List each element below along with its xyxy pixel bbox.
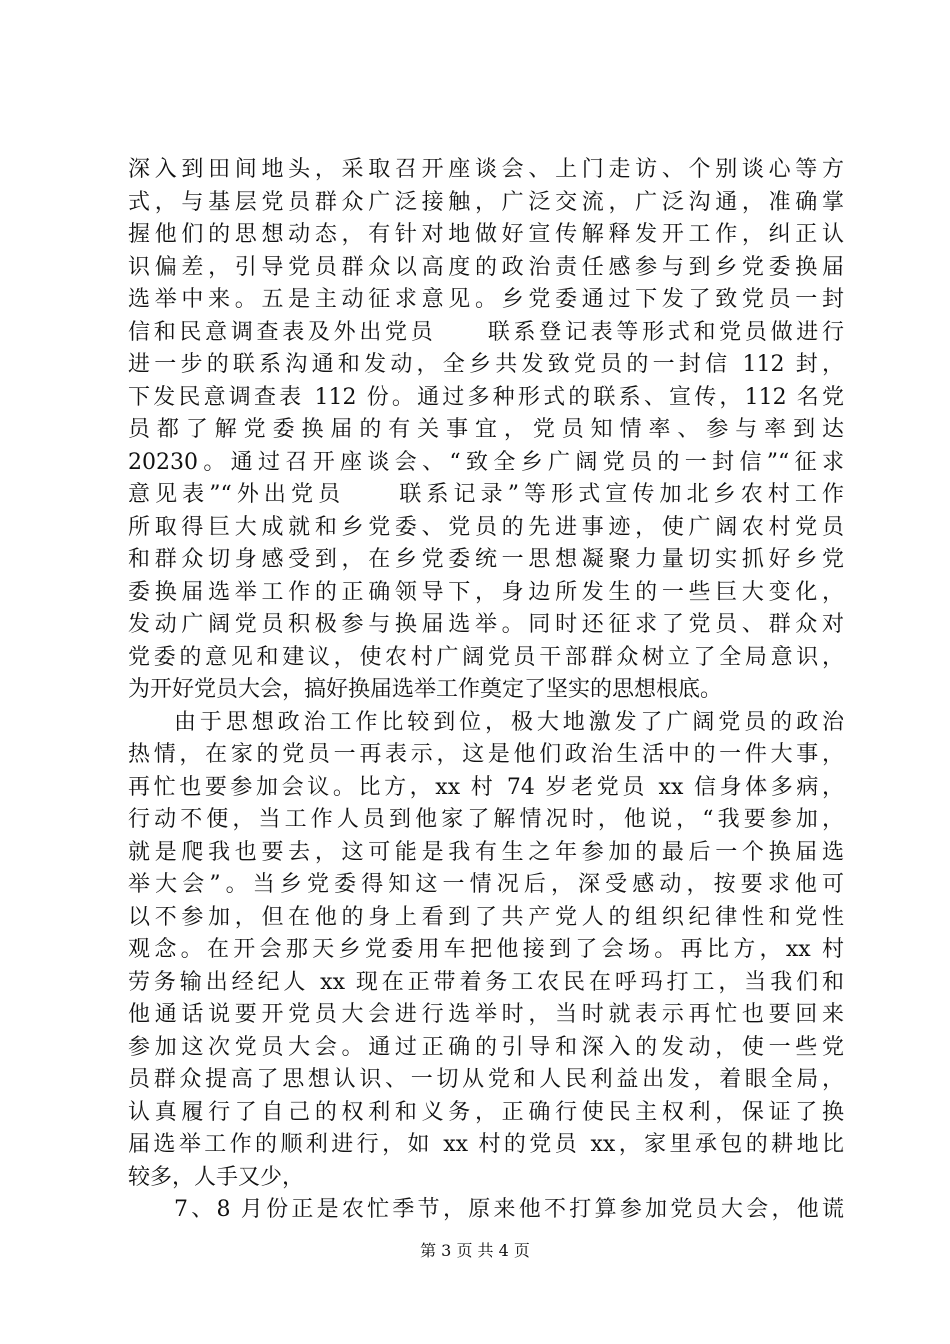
text-line: 20230。通过召开座谈会、“致全乡广阔党员的一封信”“征求 — [128, 449, 844, 475]
text-line: 参加这次党员大会。通过正确的引导和深入的发动，使一些党 — [128, 1034, 844, 1060]
text-line: 行动不便，当工作人员到他家了解情况时，他说，“我要参加， — [128, 807, 844, 832]
text-line: 党委的意见和建议，使农村广阔党员干部群众树立了全局意识， — [128, 644, 844, 670]
text-line: 他通话说要开党员大会进行选举时，当时就表示再忙也要回来 — [128, 1002, 844, 1027]
text-line: 就是爬我也要去，这可能是我有生之年参加的最后一个换届选 — [128, 839, 844, 865]
text-line: 观念。在开会那天乡党委用车把他接到了会场。再比方，xx 村 — [128, 937, 844, 962]
text-line: 式，与基层党员群众广泛接触，广泛交流，广泛沟通，准确掌 — [128, 189, 844, 215]
text-line: 较多，人手又少， — [128, 1164, 305, 1190]
text-line: 握他们的思想动态，有针对地做好宣传解释发开工作，纠正认 — [128, 222, 844, 247]
text-line: 举大会”。当乡党委得知这一情况后，深受感动，按要求他可 — [128, 872, 844, 897]
text-line: 发动广阔党员积极参与换届选举。同时还征求了党员、群众对 — [128, 612, 844, 637]
text-line: 以不参加，但在他的身上看到了共产党人的组织纪律性和党性 — [128, 904, 844, 930]
text-line: 和群众切身感受到，在乡党委统一思想凝聚力量切实抓好乡党 — [128, 547, 844, 572]
text-line: 信和民意调查表及外出党员 联系登记表等形式和党员做进行 — [128, 319, 844, 345]
text-line: 员都了解党委换届的有关事宜，党员知情率、参与率到达 — [128, 417, 844, 442]
text-line: 热情，在家的党员一再表示，这是他们政治生活中的一件大事， — [128, 742, 844, 767]
text-line: 再忙也要参加会议。比方，xx 村 74 岁老党员 xx 信身体多病， — [128, 774, 844, 800]
text-line: 届选举工作的顺利进行，如 xx 村的党员 xx，家里承包的耕地比 — [128, 1132, 844, 1157]
text-line: 委换届选举工作的正确领导下，身边所发生的一些巨大变化， — [128, 579, 844, 605]
paragraph-start-line: 由于思想政治工作比较到位，极大地激发了广阔党员的政治 — [174, 709, 844, 735]
text-line: 认真履行了自己的权利和义务，正确行使民主权利，保证了换 — [128, 1099, 844, 1125]
page-number-footer: 第 3 页 共 4 页 — [420, 1241, 530, 1260]
text-line: 为开好党员大会，搞好换届选举工作奠定了坚实的思想根底。 — [128, 677, 723, 702]
text-line: 选举中来。五是主动征求意见。乡党委通过下发了致党员一封 — [128, 287, 844, 312]
text-line: 识偏差，引导党员群众以高度的政治责任感参与到乡党委换届 — [128, 254, 844, 280]
text-line: 进一步的联系沟通和发动，全乡共发致党员的一封信 112 封， — [128, 352, 844, 377]
text-line: 意见表”“外出党员 联系记录”等形式宣传加北乡农村工作 — [128, 482, 844, 507]
text-line: 员群众提高了思想认识、一切从党和人民利益出发，着眼全局， — [128, 1067, 844, 1092]
document-body — [128, 154, 844, 1227]
text-line: 下发民意调查表 112 份。通过多种形式的联系、宣传，112 名党 — [128, 384, 844, 410]
paragraph-start-line: 7、8 月份正是农忙季节，原来他不打算参加党员大会，他谎 — [174, 1197, 844, 1222]
text-line: 所取得巨大成就和乡党委、党员的先进事迹，使广阔农村党员 — [128, 514, 844, 540]
text-line: 劳务输出经纪人 xx 现在正带着务工农民在呼玛打工，当我们和 — [128, 969, 844, 995]
text-line: 深入到田间地头，采取召开座谈会、上门走访、个别谈心等方 — [128, 157, 844, 182]
